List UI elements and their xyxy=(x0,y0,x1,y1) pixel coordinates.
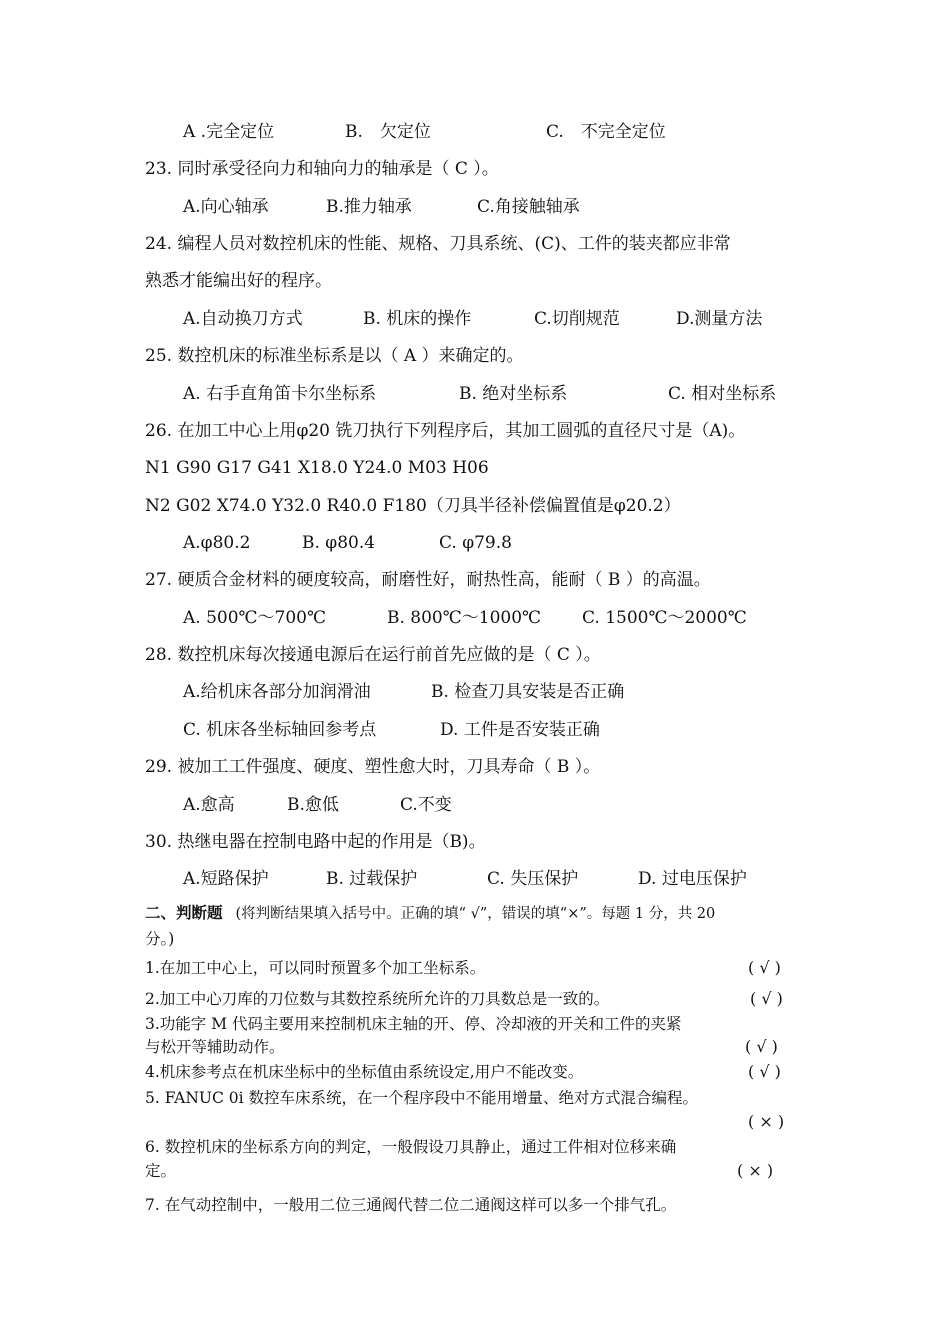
tf-answer-1: ( √ ) xyxy=(748,958,781,977)
tf-item-5: 5. FANUC 0i 数控车床系统，在一个程序段中不能用增量、绝对方式混合编程。 xyxy=(145,1089,698,1107)
tf-answer-5: ( × ) xyxy=(748,1112,785,1131)
question-24: 24. 编程人员对数控机床的性能、规格、刀具系统、(C)、工件的装夹都应非常 xyxy=(145,234,731,254)
section-title: 二、判断题 xyxy=(145,903,223,922)
option-a: A.φ80.2 xyxy=(183,533,251,553)
option-b: B.推力轴承 xyxy=(326,197,412,217)
question-26: 26. 在加工中心上用φ20 铣刀执行下列程序后，其加工圆弧的直径尺寸是（A)。 xyxy=(145,421,746,441)
option-b: B. 过载保护 xyxy=(326,869,418,889)
section-note: (将判断结果填入括号中。正确的填“ √”，错误的填“×”。每题 1 分，共 20 xyxy=(235,906,716,922)
question-28: 28. 数控机床每次接通电源后在运行前首先应做的是（ C ）。 xyxy=(145,645,601,665)
option-a: A.给机床各部分加润滑油 xyxy=(183,682,371,702)
tf-answer-6: ( × ) xyxy=(737,1161,774,1180)
tf-item-7: 7. 在气动控制中，一般用二位三通阀代替二位二通阀这样可以多一个排气孔。 xyxy=(145,1196,677,1214)
tf-answer-3: ( √ ) xyxy=(745,1037,778,1056)
option-c: C. 失压保护 xyxy=(487,869,579,889)
option-a: A. 右手直角笛卡尔坐标系 xyxy=(183,384,377,404)
option-a: A.自动换刀方式 xyxy=(183,309,303,329)
section-2-note-cont: 分。) xyxy=(145,930,175,948)
option-c: C. 机床各坐标轴回参考点 xyxy=(183,720,377,740)
question-23: 23. 同时承受径向力和轴向力的轴承是（ C ）。 xyxy=(145,159,499,179)
code-line-2: N2 G02 X74.0 Y32.0 R40.0 F180（刀具半径补偿偏置值是φ20.2） xyxy=(145,496,681,516)
option-a: A.向心轴承 xyxy=(183,197,269,217)
code-line-1: N1 G90 G17 G41 X18.0 Y24.0 M03 H06 xyxy=(145,458,489,478)
tf-item-4: 4.机床参考点在机床坐标中的坐标值由系统设定,用户不能改变。 xyxy=(145,1063,584,1081)
option-c: C. 相对坐标系 xyxy=(668,384,777,404)
option-c: C. 1500℃～2000℃ xyxy=(582,608,747,628)
option-d: D. 工件是否安装正确 xyxy=(440,720,600,740)
option-d: D. 过电压保护 xyxy=(638,869,747,889)
option-b: B. 检查刀具安装是否正确 xyxy=(431,682,625,702)
option-b: B. 欠定位 xyxy=(345,122,431,142)
option-d: D.测量方法 xyxy=(676,309,763,329)
option-b: B. φ80.4 xyxy=(302,533,376,553)
question-30: 30. 热继电器在控制电路中起的作用是（B)。 xyxy=(145,832,486,852)
question-29: 29. 被加工工件强度、硬度、塑性愈大时，刀具寿命（ B ）。 xyxy=(145,757,601,777)
tf-item-6: 6. 数控机床的坐标系方向的判定，一般假设刀具静止，通过工件相对位移来确 xyxy=(145,1138,677,1156)
question-25: 25. 数控机床的标准坐标系是以（ A ）来确定的。 xyxy=(145,346,524,366)
option-c: C. 不完全定位 xyxy=(546,122,666,142)
option-a: A. 500℃～700℃ xyxy=(183,608,327,628)
tf-item-3-cont: 与松开等辅助动作。 xyxy=(145,1038,285,1056)
tf-item-2: 2.加工中心刀库的刀位数与其数控系统所允许的刀具数总是一致的。 xyxy=(145,990,610,1008)
option-a: A .完全定位 xyxy=(183,122,275,142)
question-27: 27. 硬质合金材料的硬度较高，耐磨性好，耐热性高，能耐（ B ）的高温。 xyxy=(145,570,711,590)
option-c: C.切削规范 xyxy=(534,309,620,329)
tf-item-3: 3.功能字 M 代码主要用来控制机床主轴的开、停、冷却液的开关和工件的夹紧 xyxy=(145,1015,682,1033)
tf-answer-2: ( √ ) xyxy=(750,989,783,1008)
option-b: B. 绝对坐标系 xyxy=(459,384,568,404)
option-b: B. 机床的操作 xyxy=(363,309,472,329)
question-24-cont: 熟悉才能编出好的程序。 xyxy=(145,271,332,291)
option-c: C.不变 xyxy=(400,795,452,815)
section-2-header xyxy=(145,902,715,925)
option-b: B.愈低 xyxy=(287,795,339,815)
tf-answer-4: ( √ ) xyxy=(748,1062,781,1081)
tf-item-1: 1.在加工中心上，可以同时预置多个加工坐标系。 xyxy=(145,959,486,977)
option-c: C. φ79.8 xyxy=(439,533,512,553)
tf-item-6-cont: 定。 xyxy=(145,1162,177,1180)
option-c: C.角接触轴承 xyxy=(477,197,580,217)
option-b: B. 800℃～1000℃ xyxy=(387,608,542,628)
option-a: A.短路保护 xyxy=(183,869,269,889)
option-a: A.愈高 xyxy=(183,795,235,815)
